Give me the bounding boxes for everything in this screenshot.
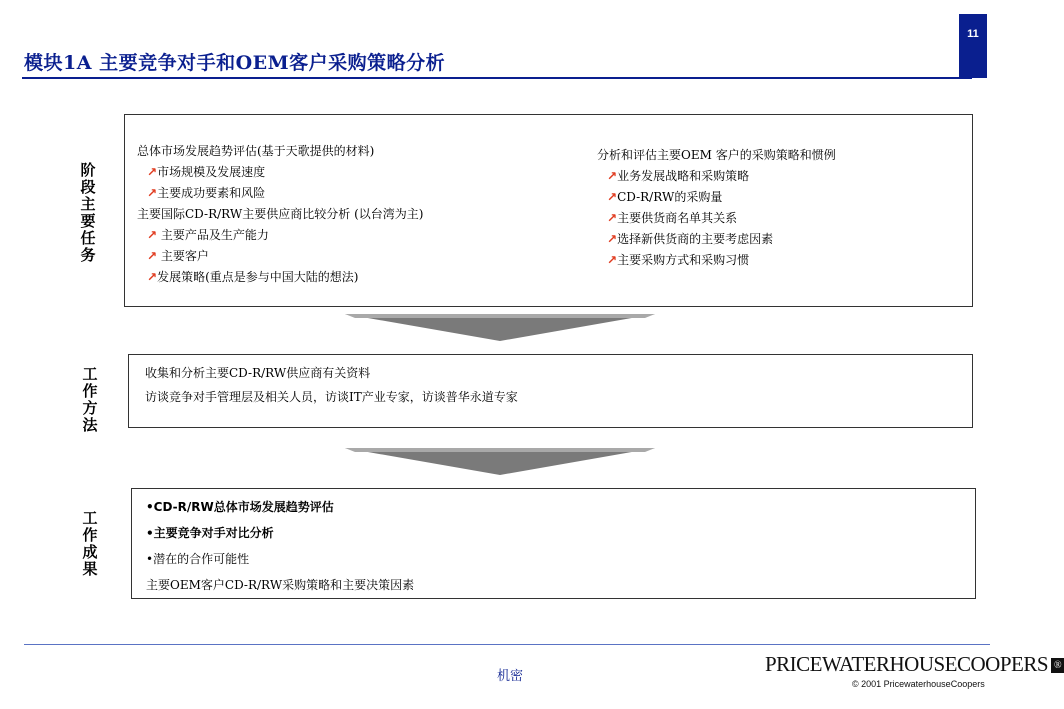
stage-tasks-left-item-5	[147, 227, 269, 243]
arrow-bullet-icon: ↗	[147, 249, 158, 263]
work-method-item-1: 收集和分析主要CD-R/RW供应商有关资料	[145, 366, 371, 380]
confidential-label: 机密	[497, 669, 524, 684]
footer-divider	[24, 644, 990, 645]
arrow-bullet-icon: ↗	[607, 253, 618, 267]
work-results-label: 工作成果	[82, 509, 98, 578]
stage-tasks-left-item-text: 总体市场发展趋势评估(基于天歌提供的材料)	[137, 144, 375, 158]
stage-tasks-left-item-3	[147, 185, 265, 201]
arrow-bullet-icon: ↗	[147, 186, 158, 200]
work-results-item-2: •主要竞争对手对比分析	[146, 526, 274, 540]
stage-tasks-left-item-7	[147, 269, 358, 285]
stage-tasks-left-item-text: 主要国际CD-R/RW主要供应商比较分析 (以台湾为主)	[137, 207, 424, 221]
work-results-item-4: 主要OEM客户CD-R/RW采购策略和主要决策因素	[146, 578, 415, 592]
arrow-bullet-icon: ↗	[147, 228, 158, 242]
stage-tasks-right-item-6	[607, 252, 749, 268]
stage-tasks-left-item-text: 市场规模及发展速度	[157, 165, 266, 179]
stage-tasks-left-item-1	[137, 143, 374, 159]
stage-tasks-right-item-text: 分析和评估主要OEM 客户的采购策略和惯例	[597, 148, 836, 162]
stage-tasks-right-item-4	[607, 210, 737, 226]
arrow-bullet-icon: ↗	[607, 190, 618, 204]
work-results-item-1: •CD-R/RW总体市场发展趋势评估	[146, 500, 334, 514]
copyright: © 2001 PricewaterhouseCoopers	[852, 679, 985, 689]
company-logo	[765, 652, 1064, 677]
work-method-box	[128, 354, 973, 428]
stage-tasks-right-item-2	[607, 168, 749, 184]
stage-tasks-right-item-text: 业务发展战略和采购策略	[617, 169, 750, 183]
stage-tasks-left-item-2	[147, 164, 265, 180]
stage-tasks-right-item-text: 选择新供货商的主要考虑因素	[617, 232, 774, 246]
stage-tasks-left-item-text: 主要产品及生产能力	[157, 228, 269, 242]
title-divider	[22, 77, 972, 79]
work-results-item-3: •潜在的合作可能性	[146, 552, 250, 566]
work-results-box	[131, 488, 976, 599]
stage-tasks-left-item-text: 发展策略(重点是参与中国大陆的想法)	[157, 270, 359, 284]
arrow-bullet-icon: ↗	[147, 270, 158, 284]
stage-tasks-right-item-1	[597, 147, 836, 163]
stage-tasks-right-item-text: 主要供货商名单其关系	[617, 211, 738, 225]
stage-tasks-label: 阶段主要任务	[80, 161, 96, 264]
flow-arrow-2	[345, 448, 655, 476]
stage-tasks-right-item-3	[607, 189, 722, 205]
stage-tasks-right-item-text: CD-R/RW的采购量	[617, 190, 723, 204]
stage-tasks-left-item-4	[137, 206, 423, 222]
arrow-bullet-icon: ↗	[147, 165, 158, 179]
logo-mark-icon: ®	[1051, 658, 1064, 673]
arrow-bullet-icon: ↗	[607, 232, 618, 246]
page-title: 模块1A 主要竞争对手和OEM客户采购策略分析	[24, 52, 446, 74]
arrow-bullet-icon: ↗	[607, 211, 618, 225]
stage-tasks-left-item-6	[147, 248, 209, 264]
work-method-label: 工作方法	[82, 365, 98, 434]
flow-arrow-1	[345, 314, 655, 342]
stage-tasks-box	[124, 114, 973, 307]
stage-tasks-left-item-text: 主要成功要素和风险	[157, 186, 266, 200]
stage-tasks-right-item-5	[607, 231, 773, 247]
stage-tasks-right-item-text: 主要采购方式和采购习惯	[617, 253, 750, 267]
stage-tasks-left-item-text: 主要客户	[157, 249, 209, 263]
logo-text: PRICEWATERHOUSECOOPERS	[765, 652, 1049, 676]
work-method-item-2: 访谈竞争对手管理层及相关人员，访谈IT产业专家，访谈普华永道专家	[145, 390, 518, 404]
page-number: 11	[959, 14, 987, 78]
arrow-bullet-icon: ↗	[607, 169, 618, 183]
